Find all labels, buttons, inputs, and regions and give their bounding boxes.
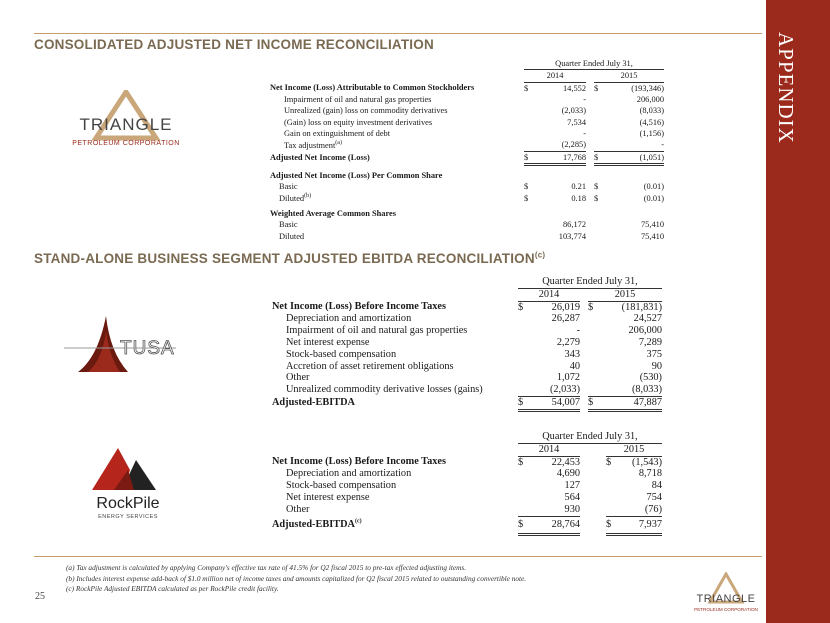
footnote-b: (b) Includes interest expense add-back of $1.0 million net of income taxes and amounts capitalized for Q2 fiscal 2015 related to outstanding convertible note. <box>66 573 527 583</box>
rockpile-logo-name: RockPile <box>96 495 160 512</box>
table-row: Net Income (Loss) Attributable to Common Stockholders $ 14,552 $ (193,346) <box>270 83 664 93</box>
year-2015: 2015 <box>606 443 662 456</box>
table-row: Adjusted-EBITDA $ 54,007 $ 47,887 <box>272 396 662 409</box>
table-row: Depreciation and amortization 4,690 8,718 <box>286 468 662 480</box>
table-row: Net Income (Loss) Before Income Taxes $ 22,453 $ (1,543) <box>272 456 662 468</box>
table-row: Other 930 (76) <box>286 503 662 516</box>
table-row: Unrealized (gain) loss on commodity derivatives (2,033) (8,033) <box>284 106 664 116</box>
table-row: Diluted$^{(b)}$ $ 0.18 $ (0.01) <box>279 192 664 203</box>
atusa-logo <box>58 312 188 382</box>
table-row: Adjusted-EBITDA$^{(c)}$ $ 28,764 $ 7,937 <box>272 516 662 534</box>
table-row: Other 1,072 (530) <box>286 372 662 384</box>
table-row: Depreciation and amortization 26,287 24,527 <box>286 313 662 325</box>
table-row: Basic 86,172 75,410 <box>279 220 664 230</box>
table-row: Impairment of oil and natural gas properties - 206,000 <box>286 325 662 337</box>
rockpile-ebitda-table <box>272 431 662 536</box>
year-2015: 2015 <box>588 288 662 301</box>
year-2014: 2014 <box>518 288 580 301</box>
table-row: Stock-based compensation 343 375 <box>286 348 662 360</box>
atusa-logo-name: TUSA <box>120 338 175 359</box>
footer-logo-subtitle: PETROLEUM CORPORATION <box>694 607 758 612</box>
triangle-logo-subtitle: PETROLEUM CORPORATION <box>72 140 180 147</box>
footer-rule <box>34 556 762 557</box>
section2-heading: STAND-ALONE BUSINESS SEGMENT ADJUSTED EBITDA RECONCILIATION$^{(c)}$ <box>34 250 546 266</box>
top-rule <box>34 33 762 34</box>
year-2015: 2015 <box>594 70 664 82</box>
period-header: Quarter Ended July 31, <box>524 58 664 70</box>
year-2014: 2014 <box>524 70 586 82</box>
rockpile-logo-subtitle: ENERGY SERVICES <box>98 514 158 520</box>
table-row: Unrealized commodity derivative losses (gains) (2,033) (8,033) <box>286 384 662 396</box>
table-row: Net interest expense 564 754 <box>286 491 662 503</box>
year-2014: 2014 <box>518 443 580 456</box>
table-row: Stock-based compensation 127 84 <box>286 480 662 492</box>
table-row: Diluted 103,774 75,410 <box>279 231 664 241</box>
page-number: 25 <box>35 591 45 602</box>
table-row: Gain on extinguishment of debt - (1,156) <box>284 129 664 139</box>
period-header: Quarter Ended July 31, <box>518 276 662 288</box>
footer-triangle-logo <box>686 572 766 616</box>
footnote-c: (c) RockPile Adjusted EBITDA calculated as per RockPile credit facility. <box>66 584 279 594</box>
triangle-logo <box>56 90 196 150</box>
triangle-logo-name: TRIANGLE <box>79 115 173 134</box>
table-row: Accretion of asset retirement obligations 40 90 <box>286 360 662 372</box>
table-row: Net interest expense 2,279 7,289 <box>286 336 662 348</box>
footnote-a: (a) Tax adjustment is calculated by applying Company's effective tax rate of 41.5% for Q2 fiscal 2015 to pre-tax effected adjusting items. <box>66 563 467 572</box>
table-row: Weighted Average Common Shares <box>270 209 397 219</box>
footer-logo-name: TRIANGLE <box>696 593 756 605</box>
atusa-ebitda-table <box>272 276 662 412</box>
table-row: Adjusted Net Income (Loss) Per Common Share <box>270 171 443 181</box>
table-row: Net Income (Loss) Before Income Taxes $ 26,019 $ (181,831) <box>272 301 662 313</box>
table-row: Basic $ 0.21 $ (0.01) <box>279 182 664 192</box>
table-row: Tax adjustment$^{(a)}$ (2,285) - <box>284 139 664 150</box>
table-row: Adjusted Net Income (Loss) $ 17,768 $ (1,051) <box>270 151 664 164</box>
period-header: Quarter Ended July 31, <box>518 431 662 443</box>
table-row: Impairment of oil and natural gas properties - 206,000 <box>284 95 664 105</box>
net-income-table <box>270 58 664 242</box>
appendix-label: APPENDIX <box>774 32 798 144</box>
table-row: (Gain) loss on equity investment derivatives 7,534 (4,516) <box>284 117 664 127</box>
footnotes <box>66 563 526 595</box>
rockpile-logo <box>84 440 174 528</box>
section1-heading: CONSOLIDATED ADJUSTED NET INCOME RECONCILIATION <box>34 37 434 52</box>
